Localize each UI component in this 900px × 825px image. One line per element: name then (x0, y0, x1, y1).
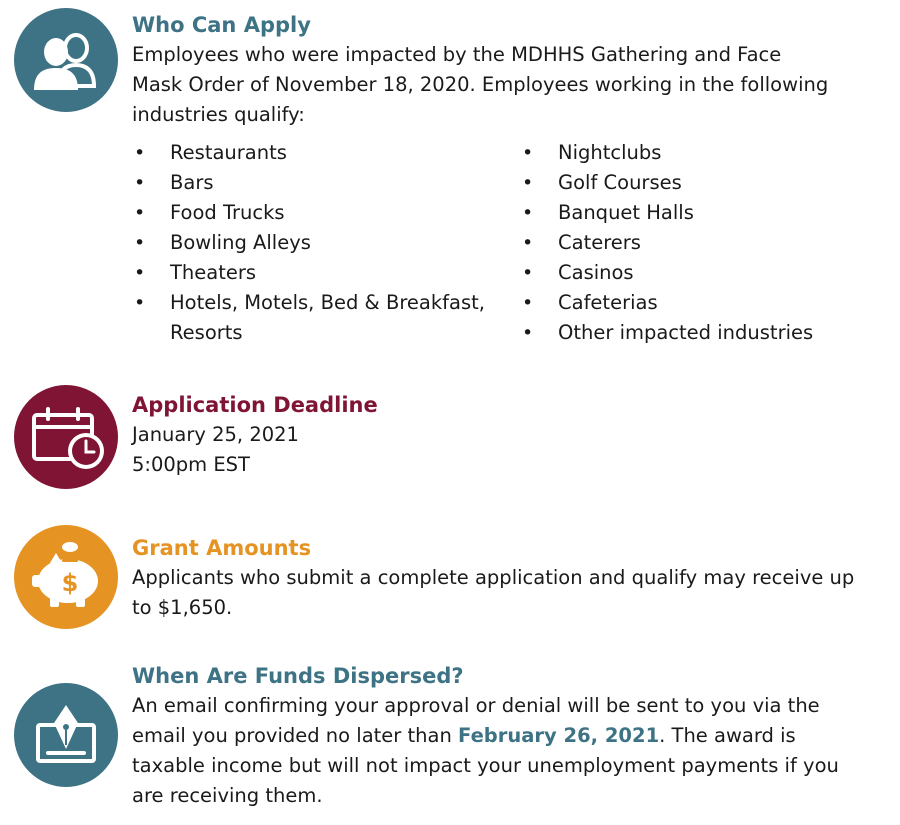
deadline-time: 5:00pm EST (132, 453, 250, 476)
list-item: • Other impacted industries (520, 318, 860, 348)
funds-body-end: . The award is taxable income but will not impact your unemployment payments if you are receiving them. (132, 724, 839, 807)
funds-dispersed-body (132, 691, 874, 811)
list-item: • Food Trucks (132, 198, 512, 228)
industries-list-left (132, 138, 512, 348)
funds-body-start: An email confirming your approval or denial will be sent to you via the email you provided no later than (132, 694, 820, 747)
people-icon (14, 8, 118, 112)
list-item: • Theaters (132, 258, 512, 288)
list-item: • Restaurants (132, 138, 512, 168)
list-item: • Golf Courses (520, 168, 860, 198)
grant-amounts-heading: Grant Amounts (132, 536, 312, 560)
list-item: • Casinos (520, 258, 860, 288)
who-can-apply-heading: Who Can Apply (132, 13, 311, 37)
who-can-apply-body: Employees who were impacted by the MDHHS Gathering and Face Mask Order of November 18, 2020. Employees working in the following industries qualify: (132, 43, 829, 126)
application-deadline-heading: Application Deadline (132, 393, 378, 417)
list-item: • Caterers (520, 228, 860, 258)
list-item: • Nightclubs (520, 138, 860, 168)
svg-text:$: $ (61, 569, 79, 597)
industries-list-right (520, 138, 860, 348)
piggy-bank-icon (14, 525, 118, 629)
list-item: • Bars (132, 168, 512, 198)
payment-date-highlight: February 26, 2021 (458, 724, 660, 747)
funds-dispersed-heading: When Are Funds Dispersed? (132, 664, 464, 688)
deadline-date: January 25, 2021 (132, 423, 299, 446)
list-item: • Hotels, Motels, Bed & Breakfast, Resorts (132, 288, 512, 348)
calendar-clock-icon (14, 385, 118, 489)
list-item: • Banquet Halls (520, 198, 860, 228)
list-item: • Bowling Alleys (132, 228, 512, 258)
list-item: • Cafeterias (520, 288, 860, 318)
industries-lists (132, 138, 882, 348)
grant-amounts-body: Applicants who submit a complete application and qualify may receive up to $1,650. (132, 566, 855, 619)
pen-signature-icon (14, 683, 118, 787)
